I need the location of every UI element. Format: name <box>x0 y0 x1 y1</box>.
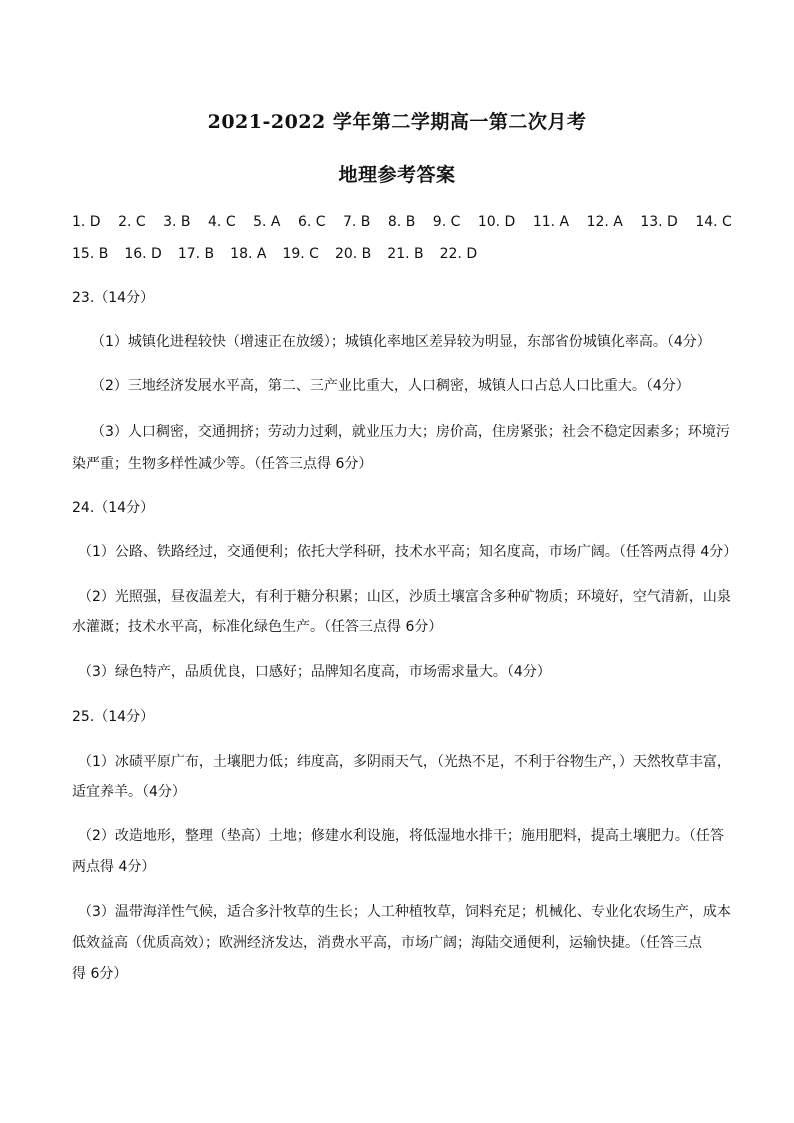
mc-answer: 14. C <box>695 214 732 230</box>
q25-answer-3-line-1: （3）温带海洋性气候，适合多汁牧草的生长；人工种植牧草，饲料充足；机械化、专业化农场生产，成本 <box>78 904 731 920</box>
q25-heading: 25.（14分） <box>72 709 155 725</box>
mc-answer: 4. C <box>208 214 236 230</box>
mc-answer: 1. D <box>72 214 101 230</box>
page-title: 2021-2022 学年第二学期高一第二次月考 <box>207 111 587 133</box>
page-subtitle: 地理参考答案 <box>338 164 456 186</box>
mc-answer: 3. B <box>163 214 191 230</box>
q23-heading: 23.（14分） <box>72 290 155 306</box>
mc-answer: 7. B <box>343 214 371 230</box>
q25-answer-3-line-2: 低效益高（优质高效）；欧洲经济发达，消费水平高，市场广阔；海陆交通便利，运输快捷。（任答三点 <box>72 935 702 951</box>
mc-answers-row-1 <box>72 212 732 232</box>
q25-answer-2-line-1: （2）改造地形，整理（垫高）土地；修建水利设施，将低湿地水排干；施用肥料，提高土壤肥力。（任答 <box>78 828 724 844</box>
mc-answer: 8. B <box>387 214 416 230</box>
q25-answer-1-line-1: （1）冰碛平原广布，土壤肥力低；纬度高，多阴雨天气，（光热不足，不利于谷物生产，）天然牧草丰富， <box>78 754 731 770</box>
q25-answer-1-line-2: 适宜养羊。（4分） <box>72 784 186 800</box>
mc-answer: 16. D <box>124 246 162 262</box>
mc-answer: 21. B <box>387 246 424 262</box>
mc-answer: 12. A <box>586 214 623 230</box>
q25-answer-2-line-2: 两点得 4分） <box>72 859 156 875</box>
mc-answer: 11. A <box>532 214 570 230</box>
mc-answer: 10. D <box>477 214 516 230</box>
q23-answer-2: （2）三地经济发展水平高，第二、三产业比重大，人口稠密，城镇人口占总人口比重大。（4分） <box>91 378 690 394</box>
mc-answer: 19. C <box>282 246 319 262</box>
q24-answer-3: （3）绿色特产，品质优良，口感好；品牌知名度高，市场需求量大。（4分） <box>78 664 551 680</box>
q25-answer-3-line-3: 得 6分） <box>72 966 128 982</box>
mc-answer: 6. C <box>297 214 326 230</box>
mc-answer: 15. B <box>72 246 109 262</box>
mc-answer: 5. A <box>253 214 281 230</box>
mc-answer: 9. C <box>432 214 461 230</box>
q23-answer-1: （1）城镇化进程较快（增速正在放缓）；城镇化率地区差异较为明显，东部省份城镇化率高。（4分） <box>91 334 711 350</box>
mc-answer: 20. B <box>334 246 372 262</box>
q23-answer-3-line-1: （3）人口稠密，交通拥挤；劳动力过剩，就业压力大；房价高，住房紧张；社会不稳定因素多；环境污 <box>91 424 730 440</box>
mc-answer: 2. C <box>118 214 146 230</box>
q24-answer-2-line-1: （2）光照强，昼夜温差大，有利于糖分积累；山区，沙质土壤富含多种矿物质；环境好，空气清新，山泉 <box>78 589 731 605</box>
mc-answer: 22. D <box>439 246 478 262</box>
q23-answer-3-line-2: 染严重；生物多样性减少等。（任答三点得 6分） <box>72 456 373 472</box>
q24-answer-1: （1）公路、铁路经过，交通便利；依托大学科研，技术水平高；知名度高，市场广阔。（任答两点得 4分） <box>78 544 738 560</box>
q24-answer-2-line-2: 水灌溉；技术水平高，标准化绿色生产。（任答三点得 6分） <box>72 619 443 635</box>
mc-answer: 18. A <box>230 246 267 262</box>
mc-answer: 13. D <box>640 214 678 230</box>
q24-heading: 24.（14分） <box>72 500 155 516</box>
mc-answers-row-2 <box>72 244 477 264</box>
mc-answer: 17. B <box>177 246 215 262</box>
